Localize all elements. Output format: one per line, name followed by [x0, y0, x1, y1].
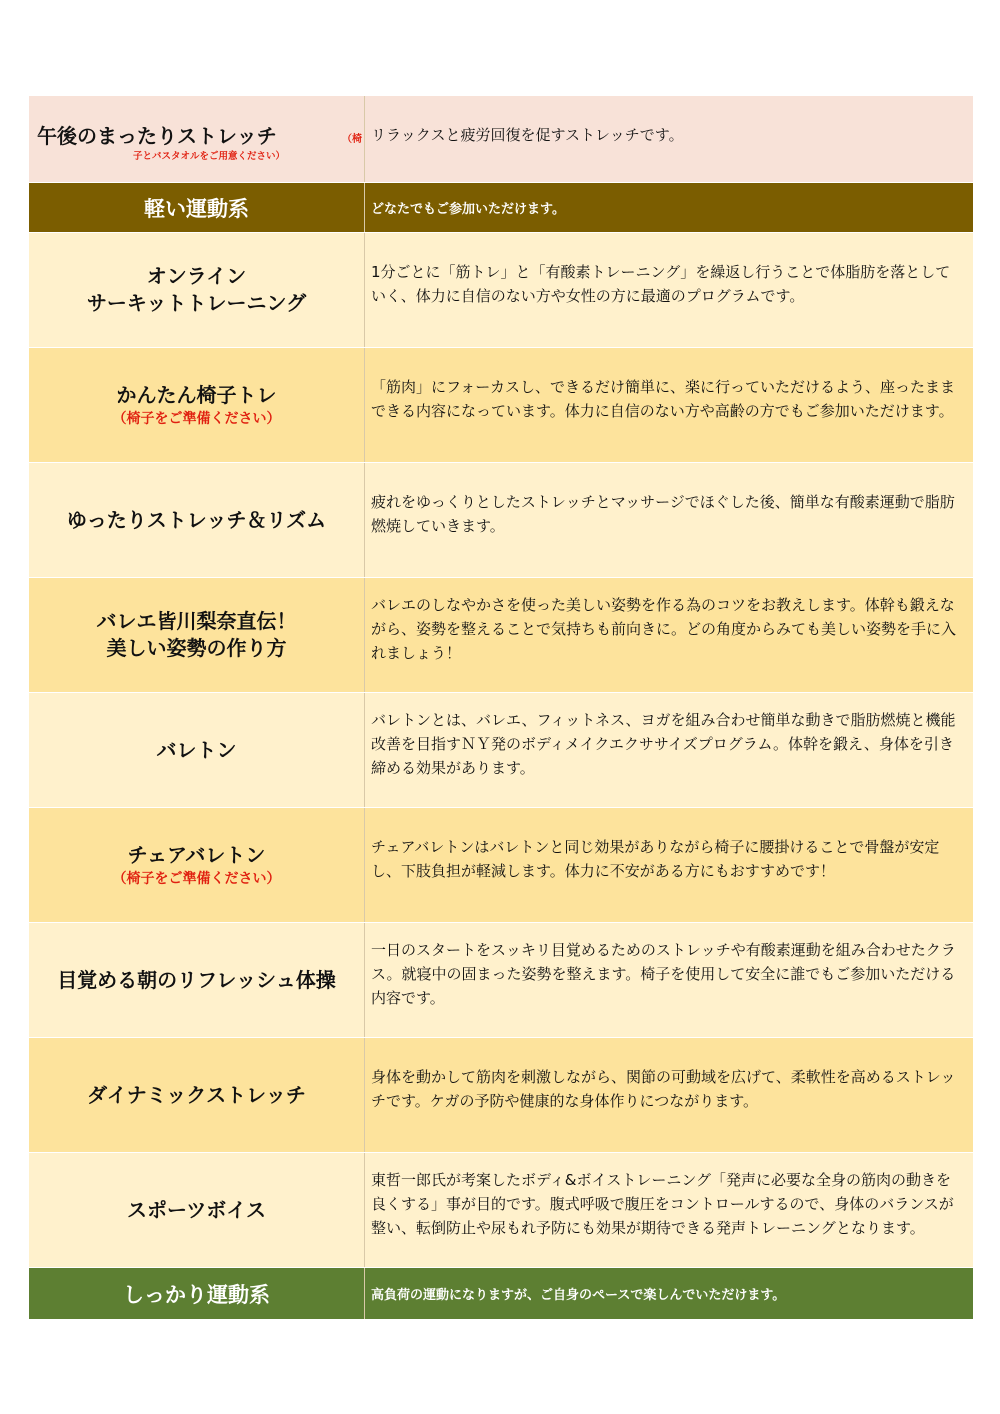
class-title: かんたん椅子トレ [116, 382, 277, 407]
class-note: 子とバスタオルをご用意ください） [133, 151, 286, 162]
class-description: 東哲一郎氏が考案したボディ&ボイストレーニング「発声に必要な全身の筋肉の動きを良くする」事が目的です。腹式呼吸で腹圧をコントロールするので、身体のバランスが整い、転倒防止や尿もれ予防にも効果が期待できる発声トレーニングとなります。 [371, 1171, 954, 1237]
class-name-cell [29, 96, 365, 183]
class-description-cell [365, 463, 974, 578]
class-title: ゆったりストレッチ＆リズム [66, 507, 327, 532]
class-note: （椅子をご準備ください） [112, 410, 281, 427]
class-description: 「筋肉」にフォーカスし、できるだけ簡単に、楽に行っていただけるよう、座ったままできる内容になっています。体力に自信のない方や高齢の方でもご参加いただけます。 [371, 378, 955, 420]
class-title: サーキットトレーニング [86, 291, 307, 315]
class-description: 一日のスタートをスッキリ目覚めるためのストレッチや有酸素運動を組み合わせたクラス。就寝中の固まった姿勢を整えます。椅子を使用して安全に誰でもご参加いただける内容です。 [371, 941, 956, 1007]
class-title: バレエ皆川梨奈直伝！ [96, 609, 297, 633]
class-title: スポーツボイス [127, 1197, 266, 1222]
class-description-cell [365, 1153, 974, 1268]
class-row [29, 808, 973, 923]
category-row-hard [29, 1268, 973, 1320]
category-title: 軽い運動系 [144, 196, 249, 221]
class-description: リラックスと疲労回復を促すストレッチです。 [371, 126, 684, 144]
class-title: 美しい姿勢の作り方 [106, 636, 287, 660]
class-description-cell [365, 96, 974, 183]
class-name-cell [29, 1038, 365, 1153]
class-name-cell [29, 923, 365, 1038]
category-title: しっかり運動系 [123, 1282, 270, 1307]
category-title-cell [29, 183, 365, 233]
class-description: 疲れをゆっくりとしたストレッチとマッサージでほぐした後、簡単な有酸素運動で脂肪燃焼していきます。 [371, 493, 955, 535]
class-description-cell [365, 1038, 974, 1153]
class-row [29, 578, 973, 693]
class-name-cell [29, 578, 365, 693]
class-schedule-table [29, 96, 973, 1320]
class-description-cell [365, 578, 974, 693]
category-description-cell [365, 183, 974, 233]
category-title-cell [29, 1268, 365, 1320]
class-name-cell [29, 693, 365, 808]
class-title: チェアバレトン [127, 842, 266, 867]
class-description-cell [365, 923, 974, 1038]
class-name-cell [29, 233, 365, 348]
class-row-afternoon-stretch [29, 96, 973, 183]
class-name-cell [29, 348, 365, 463]
class-name-cell [29, 463, 365, 578]
class-row [29, 348, 973, 463]
class-name-cell [29, 808, 365, 923]
class-description: バレトンとは、バレエ、フィットネス、ヨガを組み合わせ簡単な動きで脂肪燃焼と機能改善を目指すＮＹ発のボディメイクエクササイズプログラム。体幹を鍛え、身体を引き締める効果があります。 [371, 711, 956, 777]
class-row [29, 1153, 973, 1268]
class-description: バレエのしなやかさを使った美しい姿勢を作る為のコツをお教えします。体幹も鍛えながら、姿勢を整えることで気持ちも前向きに。どの角度からみても美しい姿勢を手に入れましょう！ [371, 596, 957, 662]
class-name-cell [29, 1153, 365, 1268]
category-description-cell [365, 1268, 974, 1320]
class-description: 1分ごとに「筋トレ」と「有酸素トレーニング」を繰返し行うことで体脂肪を落としていく、体力に自信のない方や女性の方に最適のプログラムです。 [371, 263, 951, 305]
class-note-start: （椅 [342, 134, 362, 145]
category-description: どなたでもご参加いただけます。 [371, 202, 565, 217]
category-row-light [29, 183, 973, 233]
class-description: チェアバレトンはバレトンと同じ効果がありながら椅子に腰掛けることで骨盤が安定し、下肢負担が軽減します。体力に不安がある方にもおすすめです！ [371, 838, 940, 880]
category-description: 高負荷の運動になりますが、ご自身のペースで楽しんでいただけます。 [371, 1288, 786, 1303]
class-row [29, 463, 973, 578]
class-row [29, 1038, 973, 1153]
class-title: オンライン [146, 264, 247, 288]
class-description-cell [365, 808, 974, 923]
class-title: ダイナミックストレッチ [87, 1082, 306, 1107]
class-title: 目覚める朝のリフレッシュ体操 [57, 967, 336, 992]
class-row [29, 233, 973, 348]
class-description-cell [365, 348, 974, 463]
class-row [29, 923, 973, 1038]
class-title: 午後のまったりストレッチ [37, 124, 277, 148]
class-row [29, 693, 973, 808]
class-description-cell [365, 693, 974, 808]
class-title: バレトン [156, 737, 237, 762]
class-description-cell [365, 233, 974, 348]
class-description: 身体を動かして筋肉を刺激しながら、関節の可動域を広げて、柔軟性を高めるストレッチです。ケガの予防や健康的な身体作りにつながります。 [371, 1068, 956, 1110]
class-note: （椅子をご準備ください） [112, 870, 281, 887]
